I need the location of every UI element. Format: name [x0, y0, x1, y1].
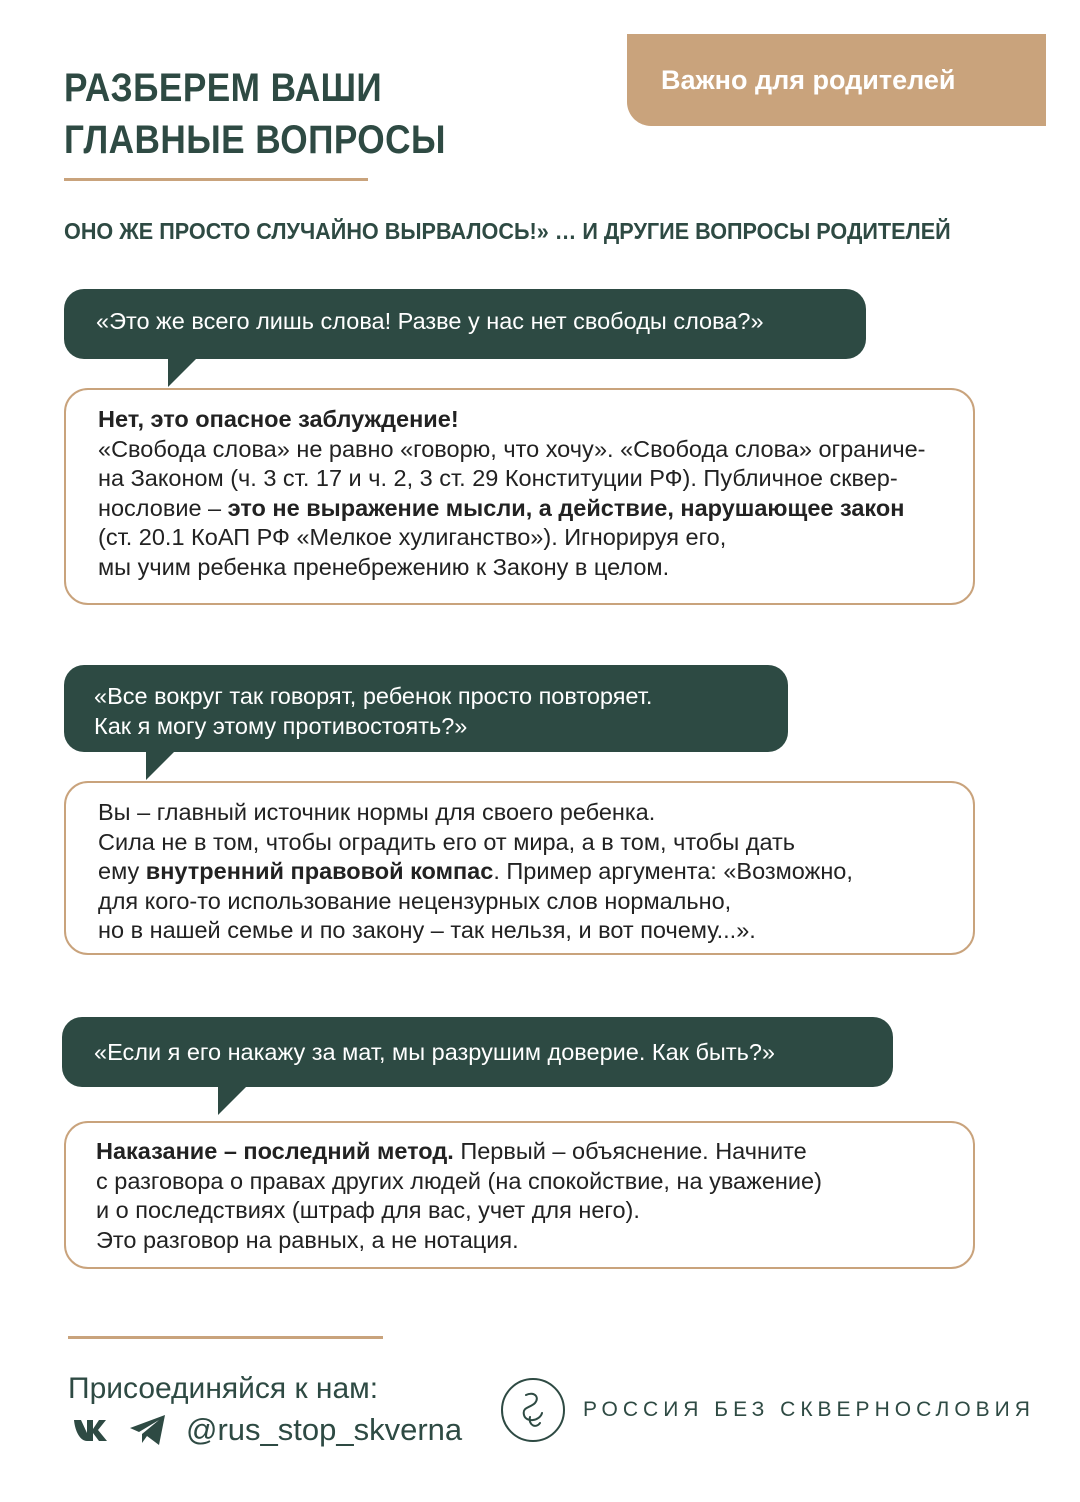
answer-1-line: мы учим ребенка пренебрежению к Закону в целом.: [98, 553, 670, 580]
answer-2-line: ему внутренний правовой компас. Пример аргумента: «Возможно,: [98, 858, 853, 885]
answer-2-line: Вы – главный источник нормы для своего ребенка.: [98, 799, 656, 825]
audience-tag: [627, 34, 1046, 126]
bubble-tail: [218, 1085, 248, 1115]
answer-3-line: Наказание – последний метод. Первый – объяснение. Начните: [96, 1138, 807, 1164]
answer-2-line: для кого-то использование нецензурных слов нормально,: [98, 887, 732, 914]
question-2-text: «Все вокруг так говорят, ребенок просто повторяет.: [94, 683, 653, 709]
bubble-tail: [146, 750, 176, 780]
answer-3-line: с разговора о правах других людей (на спокойствие, на уважение): [96, 1167, 822, 1194]
question-bubble-2: [64, 665, 788, 752]
audience-tag-label: Важно для родителей: [661, 64, 956, 95]
question-1-text: «Это же всего лишь слова! Разве у нас нет свободы слова?»: [96, 308, 764, 334]
title-divider: [64, 178, 368, 181]
answer-3-heading: Наказание – последний метод.: [96, 1138, 454, 1164]
answer-1-line: (ст. 20.1 КоАП РФ «Мелкое хулиганство»). Игнорируя его,: [98, 524, 727, 551]
logo-emblem-icon: [500, 1377, 566, 1443]
title-line-2: ГЛАВНЫЕ ВОПРОСЫ: [64, 118, 446, 162]
telegram-icon[interactable]: [128, 1413, 168, 1447]
social-links: [72, 1412, 462, 1448]
page-title: [64, 62, 446, 166]
join-label: Присоединяйся к нам:: [68, 1372, 379, 1405]
answer-1-line: «Свобода слова» не равно «говорю, что хочу». «Свобода слова» ограниче-: [98, 435, 926, 462]
answer-2-line: Сила не в том, чтобы оградить его от мира, а в том, чтобы дать: [98, 828, 796, 855]
question-bubble-1: [64, 289, 866, 359]
question-bubble-3: [62, 1017, 893, 1087]
footer-divider: [68, 1336, 383, 1339]
answer-1-emphasis: это не выражение мысли, а действие, нарушающее закон: [227, 494, 905, 521]
answer-1-line: нословие – это не выражение мысли, а действие, нарушающее закон: [98, 494, 905, 521]
answer-box-1: [64, 388, 975, 605]
answer-3-line: Это разговор на равных, а не нотация.: [96, 1226, 519, 1253]
answer-3-line: и о последствиях (штраф для вас, учет для него).: [96, 1197, 640, 1224]
question-3-text: «Если я его накажу за мат, мы разрушим доверие. Как быть?»: [94, 1039, 775, 1065]
vk-icon[interactable]: [72, 1416, 114, 1444]
answer-2-emphasis: внутренний правовой компас: [145, 858, 494, 885]
answer-box-2: [64, 781, 975, 955]
organization-name: РОССИЯ БЕЗ СКВЕРНОСЛОВИЯ: [583, 1398, 1035, 1421]
answer-1-line: на Законом (ч. 3 ст. 17 и ч. 2, 3 ст. 29 Конституции РФ). Публичное сквер-: [98, 465, 898, 492]
answer-2-line: но в нашей семье и по закону – так нельзя, и вот почему...».: [98, 917, 756, 944]
section-subtitle: ОНО ЖЕ ПРОСТО СЛУЧАЙНО ВЫРВАЛОСЬ!» … И ДРУГИЕ ВОПРОСЫ РОДИТЕЛЕЙ: [64, 218, 951, 244]
social-handle[interactable]: @rus_stop_skverna: [186, 1412, 463, 1447]
title-line-1: РАЗБЕРЕМ ВАШИ: [64, 66, 383, 110]
bubble-tail: [168, 357, 198, 387]
answer-box-3: [64, 1121, 975, 1269]
question-2-text: Как я могу этому противостоять?»: [94, 713, 468, 739]
answer-1-heading: Нет, это опасное заблуждение!: [98, 406, 459, 432]
